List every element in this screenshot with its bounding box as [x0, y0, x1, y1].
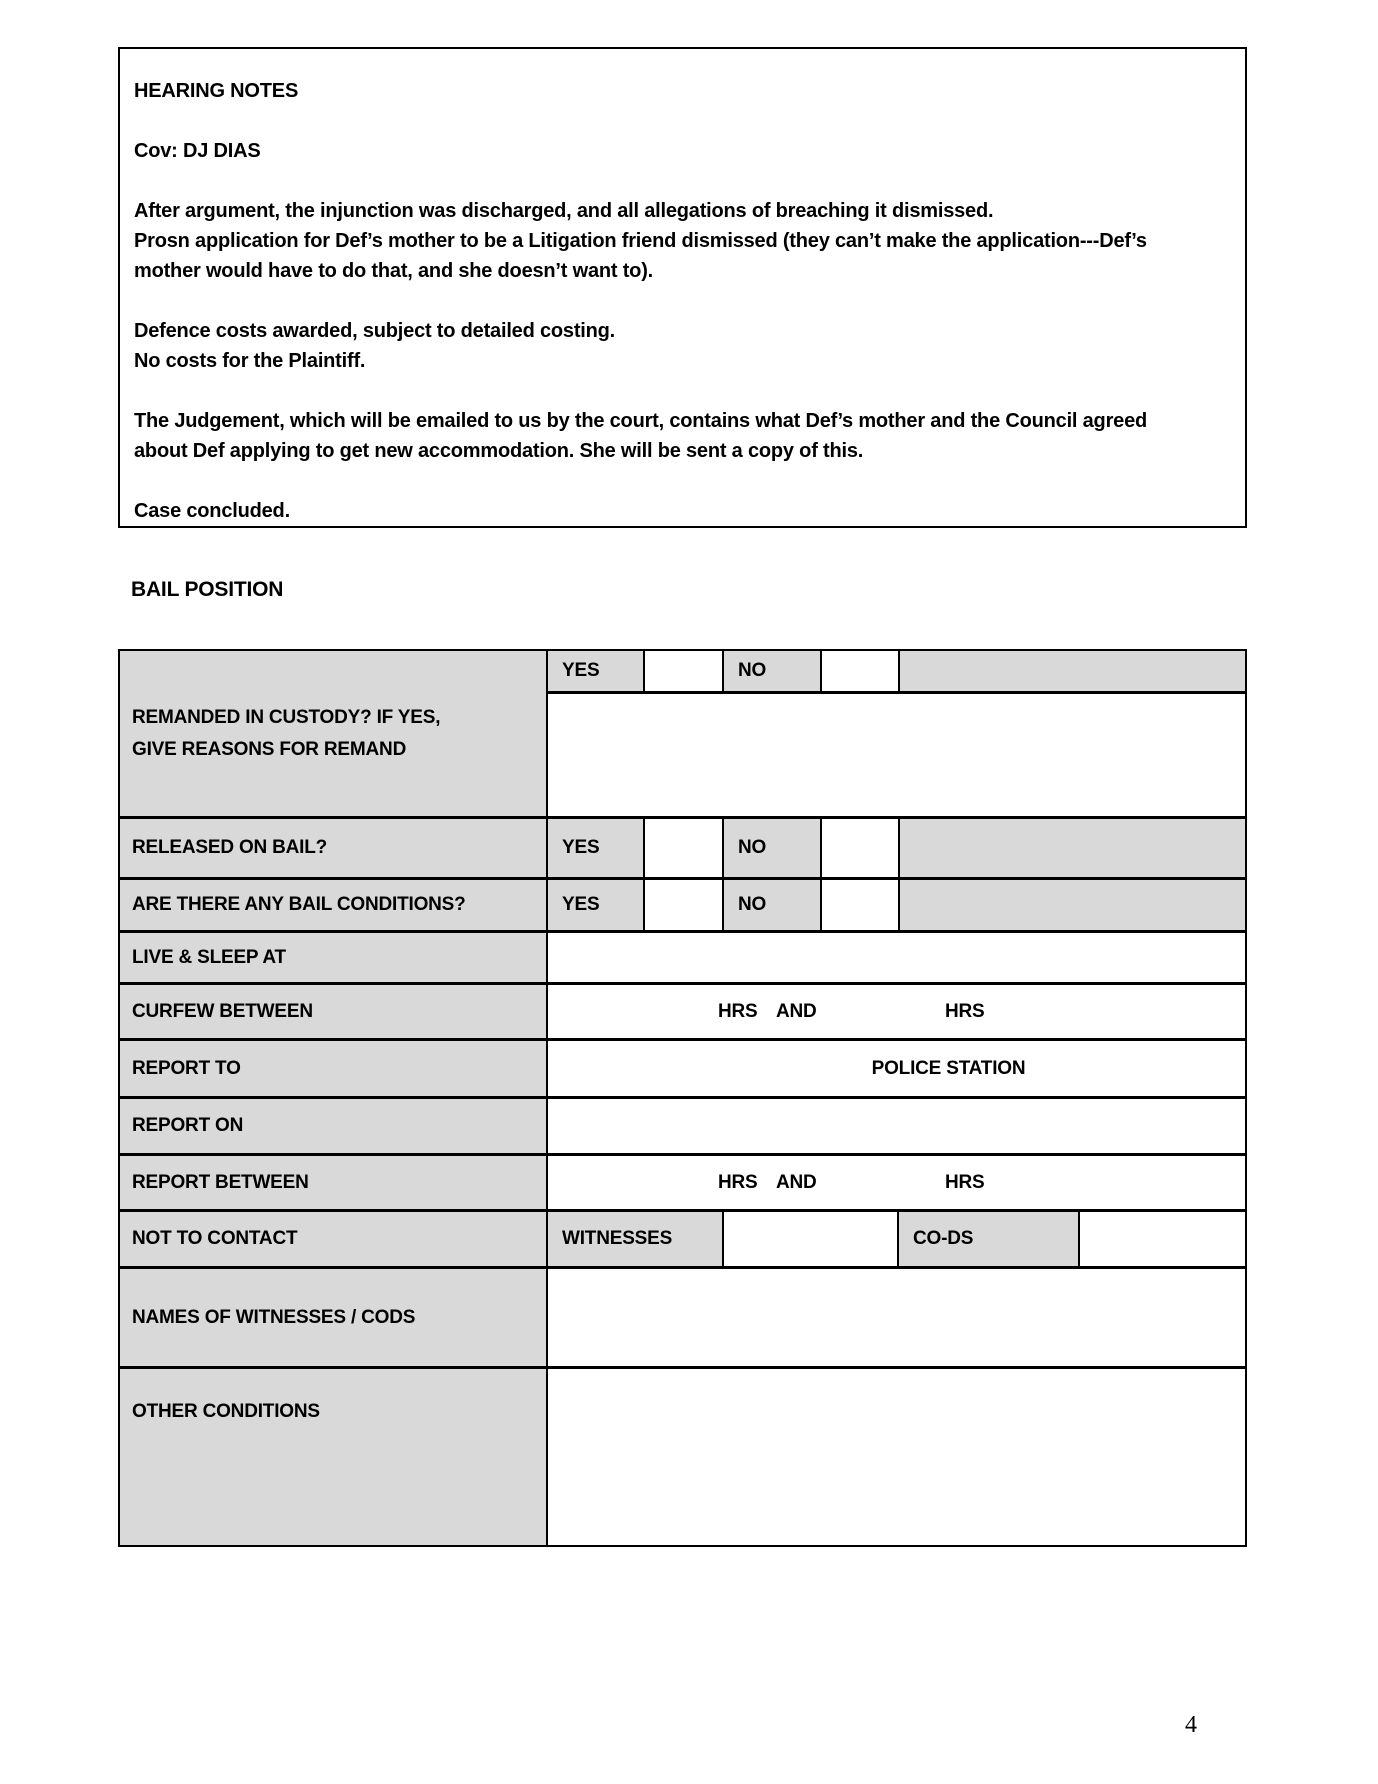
names-label-cell: [120, 1269, 548, 1366]
curfew-label-cell: [120, 985, 548, 1038]
conditions-value-area: [548, 880, 1245, 930]
no-checkbox-cell: [820, 651, 898, 691]
yes-checkbox-cell: [643, 819, 722, 877]
other-label-cell: [120, 1369, 548, 1545]
bail-position-heading: BAIL POSITION: [131, 578, 284, 601]
yes-cell: [548, 819, 643, 877]
bail-position-table: [118, 649, 1247, 1547]
report-between-row: [120, 1153, 1245, 1209]
report-between-label-cell: [120, 1156, 548, 1209]
notes-paragraph-line: Prosn application for Def’s mother to be a Litigation friend dismissed (they can’t make the application---Def’s: [134, 230, 1147, 252]
curfew-label: CURFEW BETWEEN: [132, 1000, 313, 1022]
no-checkbox-cell: [820, 880, 898, 930]
spacer: [134, 166, 1229, 196]
spacer: [134, 376, 1229, 406]
witnesses-checkbox-cell: [722, 1212, 897, 1266]
report-between-label: REPORT BETWEEN: [132, 1171, 309, 1193]
notes-paragraph-line: about Def applying to get new accommodation. She will be sent a copy of this.: [134, 440, 864, 462]
remanded-label-cell: [120, 651, 548, 816]
no-cell: [722, 651, 820, 691]
other-label: OTHER CONDITIONS: [132, 1401, 320, 1422]
filler-cell: [898, 651, 1245, 691]
yes-checkbox-cell: [643, 651, 722, 691]
conditions-label-cell: [120, 880, 548, 930]
no-cell: [722, 880, 820, 930]
notes-paragraph-line: After argument, the injunction was discharged, and all allegations of breaching it dismissed.: [134, 200, 994, 222]
hearing-notes-title: HEARING NOTES: [134, 80, 299, 102]
yes-cell: [548, 651, 643, 691]
report-on-value: [548, 1099, 1245, 1153]
coverage-line: Cov: DJ DIAS: [134, 140, 261, 162]
released-yes-no-strip: [548, 819, 1245, 877]
names-row: [120, 1266, 1245, 1366]
not-to-contact-value-area: [548, 1212, 1245, 1266]
curfew-row: [120, 982, 1245, 1038]
curfew-value-area: [548, 985, 1245, 1038]
notes-paragraph-line: Defence costs awarded, subject to detailed costing.: [134, 320, 616, 342]
other-value-area: [548, 1369, 1245, 1545]
witnesses-label: WITNESSES: [562, 1228, 673, 1249]
spacer: [134, 286, 1229, 316]
no-checkbox-cell: [820, 819, 898, 877]
live-sleep-row: [120, 930, 1245, 982]
released-label: RELEASED ON BAIL?: [132, 837, 328, 858]
report-to-label-cell: [120, 1041, 548, 1096]
live-sleep-label-cell: [120, 933, 548, 982]
notes-paragraph-line: The Judgement, which will be emailed to us by the court, contains what Def’s mother and the Council agreed: [134, 410, 1148, 432]
other-conditions-row: [120, 1366, 1245, 1545]
not-to-contact-strip: [548, 1212, 1245, 1266]
report-on-label: REPORT ON: [132, 1115, 244, 1136]
spacer: [134, 106, 1229, 136]
report-on-row: [120, 1096, 1245, 1153]
no-cell: [722, 819, 820, 877]
notes-paragraph-line: mother would have to do that, and she doesn’t want to).: [134, 260, 654, 282]
other-value: [548, 1369, 1245, 1545]
report-hrs-to-label: HRS: [945, 1171, 985, 1193]
curfew-value: [548, 985, 1245, 1038]
names-value: [548, 1269, 1245, 1366]
conditions-yes-no-strip: [548, 880, 1245, 930]
filler-cell: [898, 880, 1245, 930]
released-row: [120, 816, 1245, 877]
witnesses-cell: [548, 1212, 722, 1266]
notes-paragraph-line: No costs for the Plaintiff.: [134, 350, 366, 372]
no-label: NO: [738, 660, 767, 681]
report-to-value: [548, 1041, 1245, 1096]
report-to-value-area: [548, 1041, 1245, 1096]
curfew-and-label: AND: [776, 1000, 817, 1022]
yes-cell: [548, 880, 643, 930]
yes-label: YES: [562, 660, 600, 681]
yes-checkbox-cell: [643, 880, 722, 930]
names-label: NAMES OF WITNESSES / CODS: [132, 1306, 416, 1328]
report-between-value: [548, 1156, 1245, 1209]
report-to-label: REPORT TO: [132, 1057, 241, 1079]
report-on-label-cell: [120, 1099, 548, 1153]
cods-checkbox-cell: [1078, 1212, 1245, 1266]
cods-cell: [897, 1212, 1078, 1266]
report-on-value-area: [548, 1099, 1245, 1153]
released-value-area: [548, 819, 1245, 877]
notes-paragraph-line: Case concluded.: [134, 500, 290, 522]
curfew-hrs-from-label: HRS: [718, 1000, 758, 1022]
report-and-label: AND: [776, 1171, 817, 1193]
no-label: NO: [738, 837, 767, 858]
live-sleep-value: [548, 933, 1245, 982]
spacer: [134, 466, 1229, 496]
remanded-label-line1: REMANDED IN CUSTODY? IF YES,: [132, 706, 441, 728]
yes-label: YES: [562, 837, 600, 858]
remanded-yes-no-strip: [548, 651, 1245, 694]
page-number: 4: [1185, 1712, 1197, 1738]
report-to-row: [120, 1038, 1245, 1096]
live-sleep-label: LIVE & SLEEP AT: [132, 946, 286, 968]
live-sleep-value-area: [548, 933, 1245, 982]
bail-conditions-row: [120, 877, 1245, 930]
conditions-label: ARE THERE ANY BAIL CONDITIONS?: [132, 894, 466, 915]
released-label-cell: [120, 819, 548, 877]
not-to-contact-row: [120, 1209, 1245, 1266]
remand-reasons-area: [548, 694, 1245, 816]
report-hrs-from-label: HRS: [718, 1171, 758, 1193]
remanded-value-area: [548, 651, 1245, 816]
cods-label: CO-DS: [913, 1228, 974, 1249]
not-to-contact-label-cell: [120, 1212, 548, 1266]
no-label: NO: [738, 894, 767, 915]
yes-label: YES: [562, 894, 600, 915]
remanded-label-line2: GIVE REASONS FOR REMAND: [132, 738, 407, 760]
police-station-label: POLICE STATION: [871, 1057, 1026, 1079]
curfew-hrs-to-label: HRS: [945, 1000, 985, 1022]
hearing-notes-box: [118, 47, 1247, 528]
not-to-contact-label: NOT TO CONTACT: [132, 1228, 298, 1249]
filler-cell: [898, 819, 1245, 877]
remanded-row: [120, 651, 1245, 816]
report-between-value-area: [548, 1156, 1245, 1209]
names-value-area: [548, 1269, 1245, 1366]
